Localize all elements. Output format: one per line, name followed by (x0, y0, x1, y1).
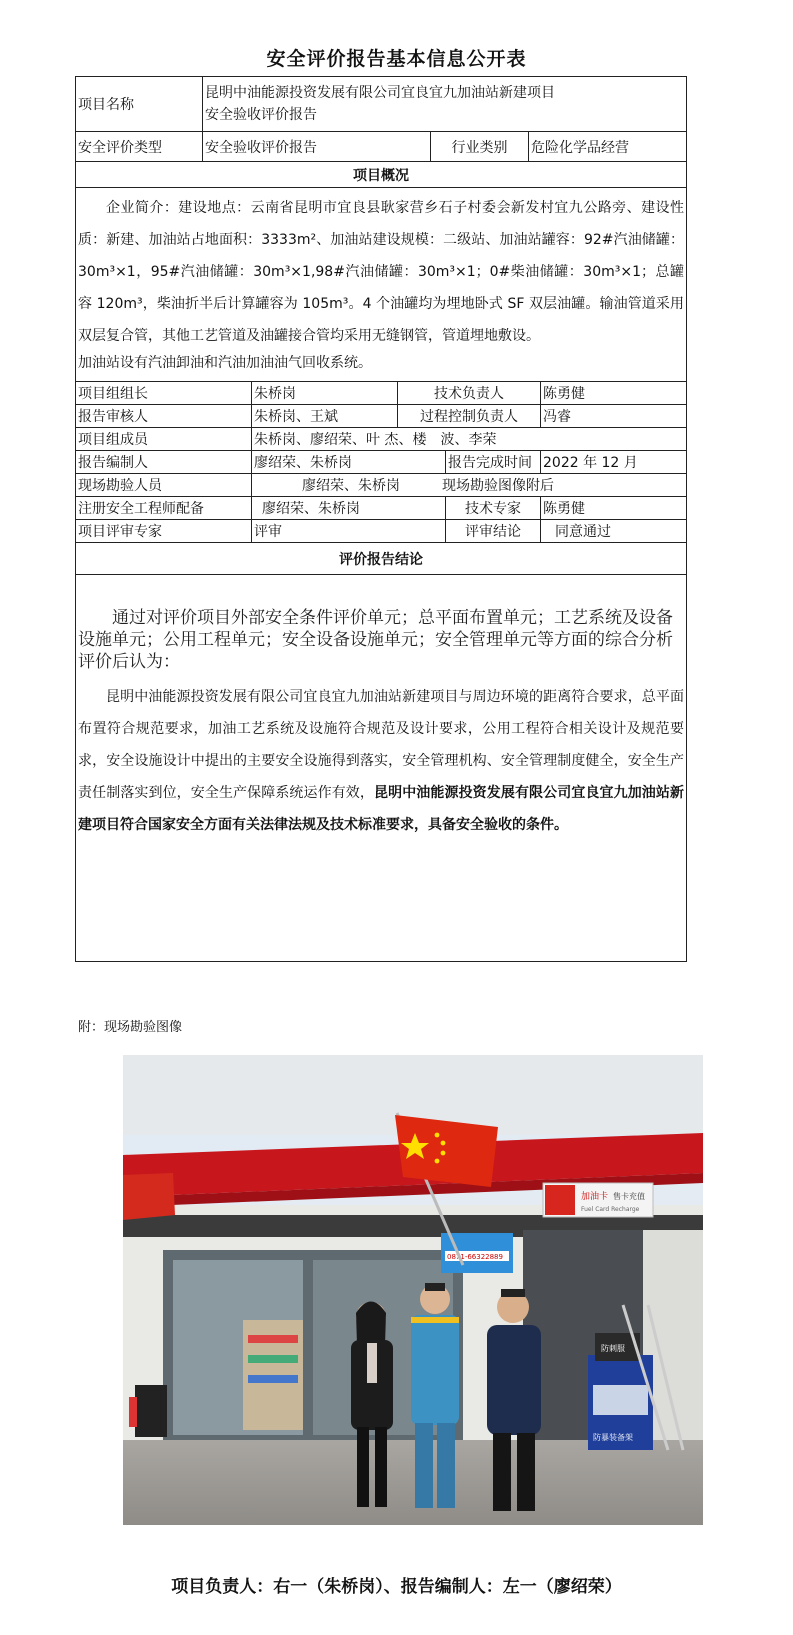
overview-box (75, 187, 687, 382)
members-label: 项目组成员 (75, 427, 252, 451)
photo-scene (123, 1055, 703, 1525)
sign-card-text: 加油卡 (581, 1192, 609, 1202)
project-name-label: 项目名称 (75, 76, 203, 132)
members-value: 朱桥岗、廖绍荣、叶 杰、楼 波、李荣 (251, 427, 687, 451)
photo-caption: 项目负责人：右一（朱桥岗）、报告编制人：左一（廖绍荣） (171, 1577, 622, 1597)
project-name-cell (202, 76, 687, 132)
reviewer-value: 朱桥岗、王斌 (251, 404, 398, 428)
review-expert-value: 评审 (251, 519, 446, 543)
tech-expert-value: 陈勇健 (540, 496, 687, 520)
survey-value: 廖绍荣、朱桥岗 (302, 478, 400, 494)
conclusion-header: 评价报告结论 (75, 542, 687, 575)
conclusion-box (75, 574, 687, 962)
review-conclusion-value: 同意通过 (540, 519, 687, 543)
author-label: 报告编制人 (75, 450, 252, 474)
conclusion-body: 昆明中油能源投资发展有限公司宜良宜九加油站新建项目与周边环境的距离符合要求，总平面布置符合规范要求，加油工艺系统及设施符合规范及设计要求，公用工程符合相关设计及规范要求，安全设施设计中提出的主要安全设施得到落实，安全管理机构、安全管理制度健全，安全生产责任制落实到位，安全生产保障系统运作有效， (78, 689, 684, 801)
survey-cell (251, 473, 687, 497)
eval-type-value: 安全验收评价报告 (202, 131, 431, 162)
industry-value: 危险化学品经营 (528, 131, 687, 162)
rack-label: 防暴装备架 (593, 1433, 633, 1442)
leader-value: 朱桥岗 (251, 381, 398, 405)
review-conclusion-label: 评审结论 (445, 519, 541, 543)
overview-header: 项目概况 (75, 161, 687, 188)
sign-card-en: Fuel Card Recharge (581, 1206, 640, 1213)
author-value: 廖绍荣、朱桥岗 (251, 450, 446, 474)
eval-type-label: 安全评价类型 (75, 131, 203, 162)
process-ctrl-label: 过程控制负责人 (397, 404, 541, 428)
project-name-line1: 昆明中油能源投资发展有限公司宜良宜九加油站新建项目 (205, 85, 555, 101)
overview-note: 加油站设有汽油卸油和汽油加油油气回收系统。 (78, 355, 372, 371)
industry-label: 行业类别 (430, 131, 529, 162)
site-inspection-photo (123, 1055, 703, 1525)
conclusion-bold: 昆明中油能源投资发展有限公司宜良宜九加油站新建项目符合国家安全方面有关法律法规及技术标准要求，具备安全验收的条件。 (78, 785, 684, 833)
tech-expert-label: 技术专家 (445, 496, 541, 520)
tech-lead-label: 技术负责人 (397, 381, 541, 405)
document-title: 安全评价报告基本信息公开表 (266, 48, 527, 70)
rack-box-text: 防刺服 (601, 1344, 625, 1353)
finish-time-label: 报告完成时间 (445, 450, 541, 474)
conclusion-intro: 通过对评价项目外部安全条件评价单元；总平面布置单元；工艺系统及设备设施单元；公用工程单元；安全设备设施单元；安全管理单元等方面的综合分析评价后认为： (78, 608, 673, 672)
finish-time-value: 2022 年 12 月 (540, 450, 687, 474)
tech-lead-value: 陈勇健 (540, 381, 687, 405)
leader-label: 项目组组长 (75, 381, 252, 405)
review-expert-label: 项目评审专家 (75, 519, 252, 543)
poster-phone: 0871-66322889 (447, 1253, 503, 1261)
process-ctrl-value: 冯睿 (540, 404, 687, 428)
info-table (75, 76, 687, 962)
survey-label: 现场勘验人员 (75, 473, 252, 497)
reviewer-label: 报告审核人 (75, 404, 252, 428)
conclusion-body-wrap (78, 681, 684, 841)
engineer-label: 注册安全工程师配备 (75, 496, 252, 520)
overview-text: 企业简介：建设地点：云南省昆明市宜良县耿家营乡石子村委会新发村宜九公路旁、建设性质：新建、加油站占地面积：3333m²、加油站建设规模：二级站、加油站罐容：92#汽油储罐：30m³×1，95#汽油储罐：30m³×1,98#汽油储罐：30m³×1；0#柴油储罐：30m³×1；总罐容 120m³，柴油折半后计算罐容为 105m³。4 个油罐均为埋地卧式 SF 双层油罐。输油管道采用双层复合管，其他工艺管道及油罐接合管均采用无缝钢管，管道埋地敷设。 (78, 200, 684, 344)
attachment-label: 附：现场勘验图像 (78, 1020, 183, 1035)
sign-card-sub: 售卡充值 (613, 1192, 645, 1201)
project-name-line2: 安全验收评价报告 (205, 107, 317, 123)
engineer-value: 廖绍荣、朱桥岗 (251, 496, 446, 520)
survey-note: 现场勘验图像附后 (442, 478, 554, 494)
